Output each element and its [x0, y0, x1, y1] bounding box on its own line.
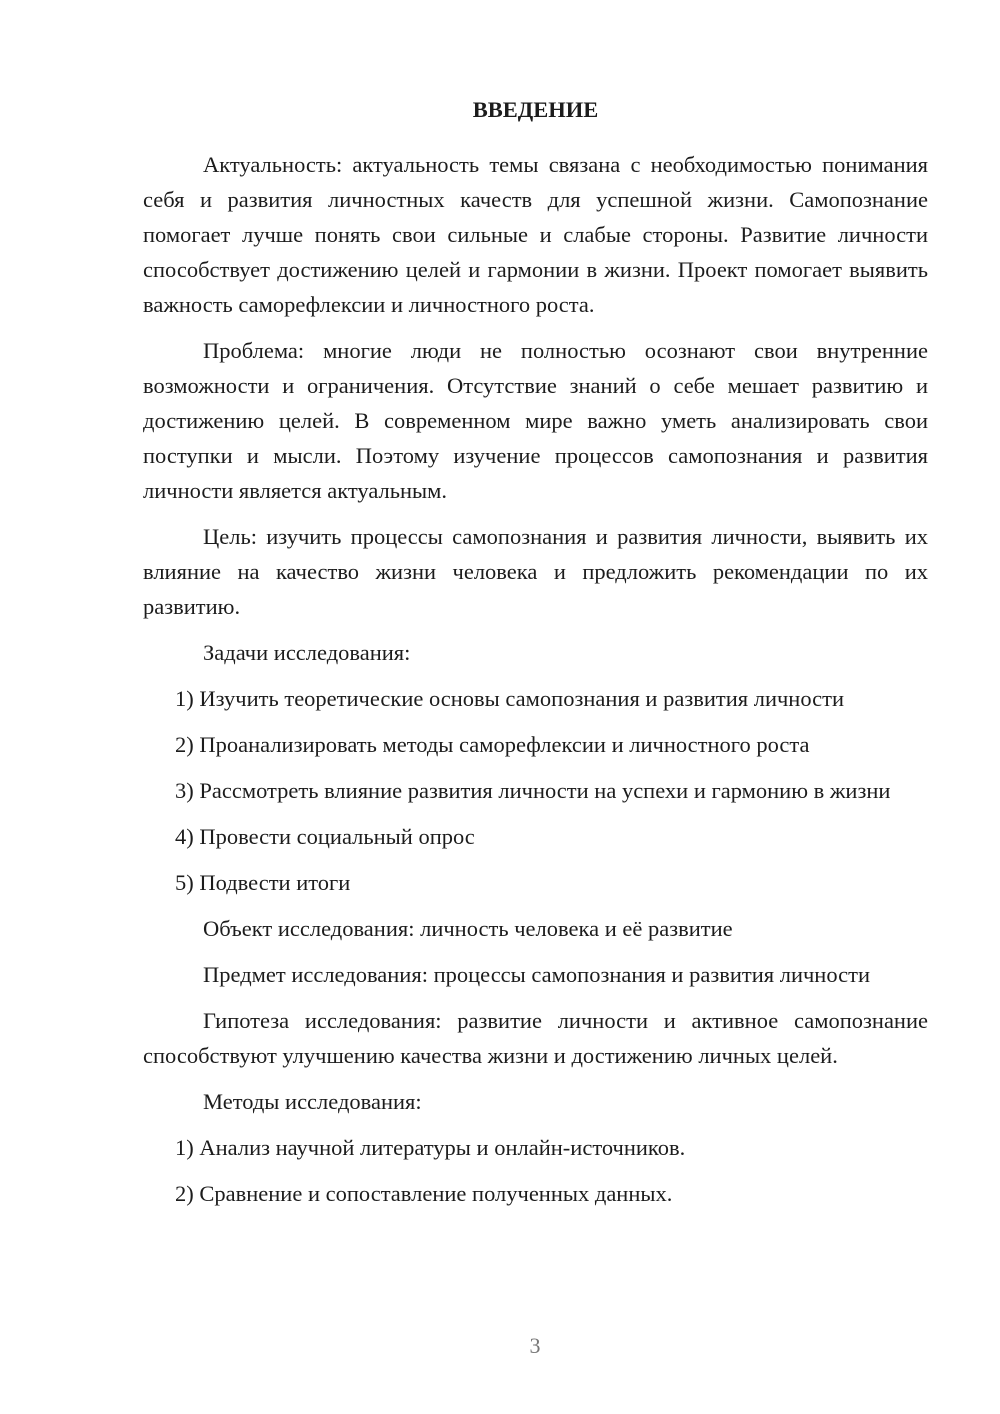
task-item: 5) Подвести итоги: [175, 870, 351, 895]
relevance-paragraph: Актуальность: актуальность темы связана с необходимостью понимания себя и развития личностных качеств для успешной жизни. Самопознание помогает лучше понять свои сильные и слабые стороны. Развитие личности способствует достижению целей и гармонии в жизни. Проект помогает выявить важность саморефлексии и личностного роста.: [143, 152, 928, 317]
problem-paragraph: Проблема: многие люди не полностью осознают свои внутренние возможности и ограничения. Отсутствие знаний о себе мешает развитию и достижению целей. В современном мире важно уметь анализировать свои поступки и мысли. Поэтому изучение процессов самопознания и развития личности является актуальным.: [143, 338, 928, 503]
section-title: ВВЕДЕНИЕ: [472, 97, 599, 122]
task-item: 4) Провести социальный опрос: [175, 824, 475, 849]
task-item: 2) Проанализировать методы саморефлексии и личностного роста: [175, 732, 810, 757]
goal-paragraph: Цель: изучить процессы самопознания и развития личности, выявить их влияние на качество жизни человека и предложить рекомендации по их развитию.: [143, 524, 928, 619]
page-number: 3: [529, 1333, 541, 1358]
object-paragraph: Объект исследования: личность человека и её развитие: [203, 916, 733, 941]
tasks-label: Задачи исследования:: [203, 640, 411, 665]
hypothesis-paragraph: Гипотеза исследования: развитие личности и активное самопознание способствуют улучшению качества жизни и достижению личных целей.: [143, 1008, 928, 1068]
task-item: 3) Рассмотреть влияние развития личности на успехи и гармонию в жизни: [175, 778, 891, 803]
subject-paragraph: Предмет исследования: процессы самопознания и развития личности: [203, 962, 871, 987]
methods-label: Методы исследования:: [203, 1089, 422, 1114]
task-item: 1) Изучить теоретические основы самопознания и развития личности: [175, 686, 845, 711]
document-body: [143, 92, 928, 1222]
method-item: 1) Анализ научной литературы и онлайн-источников.: [175, 1135, 686, 1160]
method-item: 2) Сравнение и сопоставление полученных данных.: [175, 1181, 673, 1206]
